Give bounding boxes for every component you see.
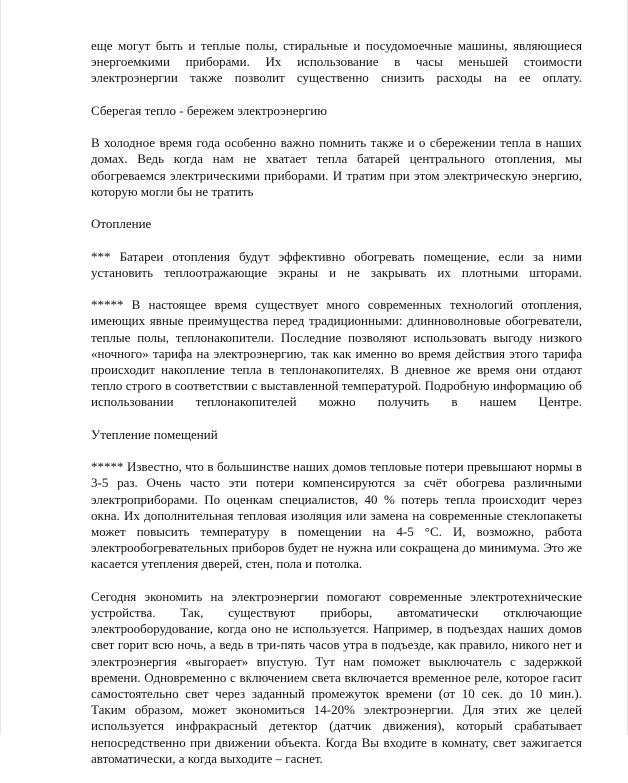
paragraph-electrical-devices: Сегодня экономить на электроэнергии помогают современные электротехнические устройства. Так, существуют приборы, автоматически отключающие электрооборудование, когда оно не используется. Например, в подъездах наших домов свет горит всю ночь, а ведь в три-пять часов утра в подъезде, как правило, никого нет и электроэнергия «выгорает» впустую. Тут нам поможет выключатель с задержкой времени. Одновременно с включением света включается временное реле, которое гасит самостоятельно свет через заданный промежуток времени (от 10 сек. до 10 мин.). Таким образом, может экономиться 14-20% электроэнергии. Для этих же целей используется инфракрасный детектор (датчик движения), который срабатывает непосредственно при движении объекта. Когда Вы входите в комнату, свет зажигается автоматически, а когда выходите – гаснет. bbox=[91, 588, 582, 766]
heading-saving-heat: Сберегая тепло - бережем электроэнергию bbox=[91, 102, 327, 118]
heading-heating: Отопление bbox=[91, 216, 152, 232]
paragraph-heat-losses: ***** Известно, что в большинстве наших домов тепловые потери превышают нормы в 3-5 раз. Очень часто эти потери компенсируются за счёт обогрева различными электроприборами. По оценкам специалистов, 40 % потерь тепла происходит через окна. Их дополнительная тепловая изоляция или замена на современные стеклопакеты может повысить температуру в помещении на 4-5 °С. И, возможно, работа электрообогревательных приборов будет не нужна или сокращена до минимума. Это же касается утепления дверей, стен, пола и потолка. bbox=[91, 459, 582, 572]
paragraph-heating-technologies: ***** В настоящее время существует много современных технологий отопления, имеющих явные преимущества перед традиционными: длинноволновые обогреватели, теплые полы, теплонакопители. Последние позволяют использовать выгоду низкого «ночного» тарифа на электроэнергию, так как именно во время действия этого тарифа происходит накопление тепла в теплонакопителях. В дневное же время они отдают тепло строго в соответствии с выставленной температурой. Подробную информацию об использовании теплонакопителей можно получить в нашем Центре. bbox=[91, 297, 582, 410]
paragraph-radiators: *** Батареи отопления будут эффективно обогревать помещение, если за ними установить теплоотражающие экраны и не закрывать их плотными шторами. bbox=[91, 248, 582, 280]
paragraph-appliances: еще могут быть и теплые полы, стиральные и посудомоечные машины, являющиеся энергоемкими приборами. Их использование в часы меньшей стоимости электроэнергии также позволит существенно снизить расходы на ее оплату. bbox=[91, 38, 582, 86]
document-body bbox=[91, 38, 582, 783]
heading-insulation: Утепление помещений bbox=[91, 426, 218, 442]
paragraph-cold-season: В холодное время года особенно важно помнить также и о сбережении тепла в наших домах. Ведь когда нам не хватает тепла батарей центрального отопления, мы обогреваемся электрическими приборами. И тратим при этом электрическую энергию, которую могли бы не тратить bbox=[91, 135, 582, 199]
